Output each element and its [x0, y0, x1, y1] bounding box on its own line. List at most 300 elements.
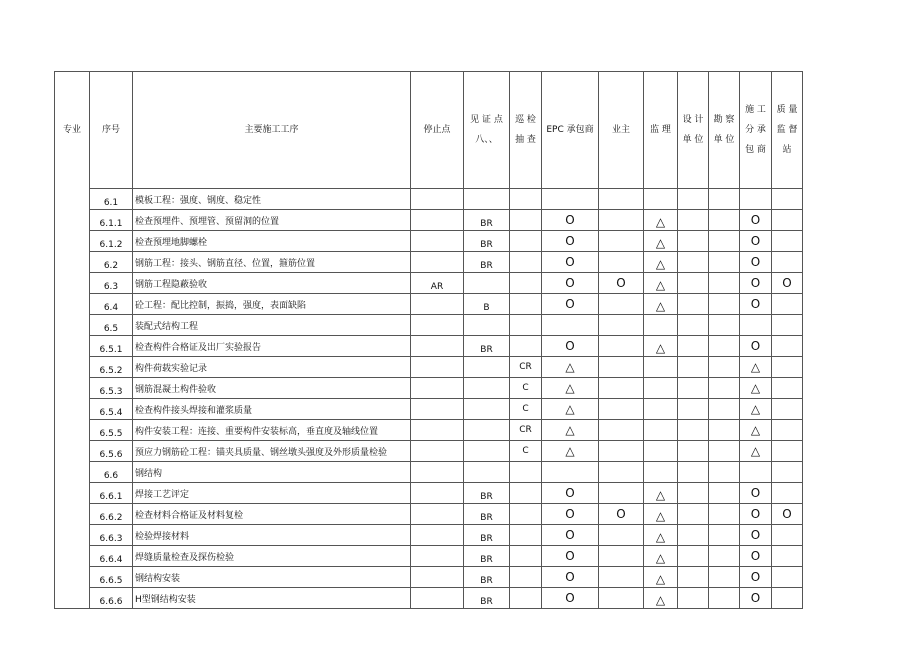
owner-cell: [599, 567, 644, 588]
witness-point-cell: [464, 315, 510, 336]
subcontractor-cell: [740, 588, 772, 609]
mark-symbol: △: [565, 443, 575, 458]
epc-cell: [542, 210, 599, 231]
epc-cell: [542, 231, 599, 252]
mark-symbol: △: [565, 380, 575, 395]
inspection-table: [54, 71, 803, 609]
mark-symbol: O: [750, 590, 761, 605]
witness-point-cell: [464, 378, 510, 399]
mark-symbol: O: [782, 506, 792, 521]
witness-point-cell: BR: [464, 231, 510, 252]
supervision-cell: [644, 210, 678, 231]
patrol-check-cell: C: [510, 378, 542, 399]
patrol-check-cell: [510, 273, 542, 294]
witness-point-cell: [464, 357, 510, 378]
seq-cell: 6.6.1: [90, 483, 133, 504]
header-owner: 业主: [599, 72, 644, 189]
design-cell: [678, 189, 709, 210]
epc-cell: [542, 567, 599, 588]
process-cell: 焊缝质量检查及探伤检验: [133, 546, 411, 567]
owner-cell: [599, 357, 644, 378]
seq-cell: 6.6.3: [90, 525, 133, 546]
mark-symbol: O: [565, 254, 575, 269]
witness-point-cell: BR: [464, 483, 510, 504]
patrol-check-cell: CR: [510, 357, 542, 378]
mark-symbol: O: [565, 548, 575, 563]
survey-cell: [709, 252, 740, 273]
supervision-cell: [644, 273, 678, 294]
seq-cell: 6.5.5: [90, 420, 133, 441]
mark-symbol: △: [565, 422, 575, 437]
supervision-cell: [644, 588, 678, 609]
table-row: [55, 231, 803, 252]
supervision-cell: [644, 504, 678, 525]
process-cell: 装配式结构工程: [133, 315, 411, 336]
epc-cell: [542, 189, 599, 210]
survey-cell: [709, 210, 740, 231]
stop-point-cell: [411, 231, 464, 252]
mark-symbol: O: [565, 338, 575, 353]
seq-cell: 6.4: [90, 294, 133, 315]
witness-point-cell: [464, 441, 510, 462]
patrol-check-cell: [510, 189, 542, 210]
mark-symbol: O: [565, 506, 575, 521]
seq-cell: 6.5.6: [90, 441, 133, 462]
quality-station-cell: [772, 441, 803, 462]
epc-cell: [542, 441, 599, 462]
mark-symbol: O: [565, 485, 575, 500]
table-row: [55, 504, 803, 525]
seq-cell: 6.1: [90, 189, 133, 210]
mark-symbol: O: [750, 212, 761, 227]
witness-point-cell: BR: [464, 588, 510, 609]
quality-station-cell: [772, 189, 803, 210]
survey-cell: [709, 441, 740, 462]
patrol-check-cell: [510, 462, 542, 483]
subcontractor-cell: [740, 252, 772, 273]
owner-cell: [599, 294, 644, 315]
mark-symbol: O: [565, 275, 575, 290]
subcontractor-cell: [740, 378, 772, 399]
supervision-cell: [644, 357, 678, 378]
witness-point-cell: [464, 462, 510, 483]
witness-point-cell: [464, 273, 510, 294]
survey-cell: [709, 588, 740, 609]
supervision-cell: [644, 378, 678, 399]
seq-cell: 6.6.6: [90, 588, 133, 609]
quality-station-cell: [772, 525, 803, 546]
mark-symbol: △: [655, 299, 666, 313]
owner-cell: [599, 588, 644, 609]
seq-cell: 6.6.4: [90, 546, 133, 567]
process-cell: 钢筋工程：接头、钢筋直径、位置，箍筋位置: [133, 252, 411, 273]
epc-cell: [542, 504, 599, 525]
table-row: [55, 252, 803, 273]
stop-point-cell: [411, 315, 464, 336]
seq-cell: 6.5.3: [90, 378, 133, 399]
design-cell: [678, 294, 709, 315]
supervision-cell: [644, 525, 678, 546]
header-subcontractor: 施 工 分 承 包 商: [740, 72, 772, 189]
quality-station-cell: [772, 294, 803, 315]
supervision-cell: [644, 252, 678, 273]
supervision-cell: [644, 420, 678, 441]
header-supervision: 监 理: [644, 72, 678, 189]
epc-cell: [542, 525, 599, 546]
stop-point-cell: [411, 189, 464, 210]
stop-point-cell: [411, 546, 464, 567]
mark-symbol: △: [655, 509, 666, 523]
design-cell: [678, 504, 709, 525]
table-row: [55, 210, 803, 231]
mark-symbol: O: [565, 590, 575, 605]
design-cell: [678, 588, 709, 609]
subcontractor-cell: [740, 546, 772, 567]
mark-symbol: O: [616, 275, 626, 290]
mark-symbol: △: [655, 530, 666, 544]
epc-cell: [542, 378, 599, 399]
epc-cell: [542, 357, 599, 378]
epc-cell: [542, 546, 599, 567]
seq-cell: 6.5: [90, 315, 133, 336]
table-row: [55, 441, 803, 462]
mark-symbol: O: [616, 506, 626, 521]
patrol-check-cell: [510, 315, 542, 336]
header-witness-point: 见 证 点 八、、: [464, 72, 510, 189]
mark-symbol: O: [750, 548, 761, 563]
supervision-cell: [644, 399, 678, 420]
header-row: [55, 72, 803, 189]
mark-symbol: △: [750, 380, 761, 395]
table-row: [55, 273, 803, 294]
quality-station-cell: [772, 273, 803, 294]
epc-cell: [542, 315, 599, 336]
header-design: 设 计 单 位: [678, 72, 709, 189]
table-row: [55, 462, 803, 483]
survey-cell: [709, 546, 740, 567]
seq-cell: 6.6: [90, 462, 133, 483]
stop-point-cell: [411, 294, 464, 315]
supervision-cell: [644, 546, 678, 567]
process-cell: 检查构件接头焊接和灌浆质量: [133, 399, 411, 420]
seq-cell: 6.5.4: [90, 399, 133, 420]
survey-cell: [709, 504, 740, 525]
owner-cell: [599, 378, 644, 399]
mark-symbol: O: [565, 527, 575, 542]
survey-cell: [709, 567, 740, 588]
subcontractor-cell: [740, 231, 772, 252]
owner-cell: [599, 273, 644, 294]
table-row: [55, 336, 803, 357]
design-cell: [678, 420, 709, 441]
design-cell: [678, 231, 709, 252]
epc-cell: [542, 336, 599, 357]
supervision-cell: [644, 315, 678, 336]
survey-cell: [709, 483, 740, 504]
patrol-check-cell: [510, 231, 542, 252]
table-body: [55, 189, 803, 609]
header-epc: EPC 承包商: [542, 72, 599, 189]
quality-station-cell: [772, 420, 803, 441]
subcontractor-cell: [740, 336, 772, 357]
quality-station-cell: [772, 378, 803, 399]
stop-point-cell: [411, 378, 464, 399]
stop-point-cell: [411, 567, 464, 588]
survey-cell: [709, 357, 740, 378]
table-row: [55, 399, 803, 420]
design-cell: [678, 210, 709, 231]
stop-point-cell: [411, 420, 464, 441]
mark-symbol: △: [655, 551, 666, 565]
process-cell: 构件荷载实验记录: [133, 357, 411, 378]
subcontractor-cell: [740, 357, 772, 378]
mark-symbol: O: [565, 569, 575, 584]
patrol-check-cell: [510, 336, 542, 357]
quality-station-cell: [772, 462, 803, 483]
mark-symbol: △: [750, 401, 761, 416]
owner-cell: [599, 231, 644, 252]
process-cell: 钢结构安装: [133, 567, 411, 588]
quality-station-cell: [772, 567, 803, 588]
header-quality-station: 质 量 监 督 站: [772, 72, 803, 189]
process-cell: 模板工程：强度、钢度、稳定性: [133, 189, 411, 210]
patrol-check-cell: C: [510, 399, 542, 420]
patrol-check-cell: [510, 483, 542, 504]
mark-symbol: △: [655, 257, 666, 271]
table-row: [55, 567, 803, 588]
process-cell: 检查预埋地脚螺栓: [133, 231, 411, 252]
owner-cell: [599, 462, 644, 483]
quality-station-cell: [772, 231, 803, 252]
table-row: [55, 378, 803, 399]
patrol-check-cell: [510, 525, 542, 546]
process-cell: 钢筋混凝土构件验收: [133, 378, 411, 399]
patrol-check-cell: [510, 546, 542, 567]
quality-station-cell: [772, 357, 803, 378]
epc-cell: [542, 273, 599, 294]
mark-symbol: △: [655, 593, 666, 607]
witness-point-cell: [464, 189, 510, 210]
witness-point-cell: B: [464, 294, 510, 315]
subcontractor-cell: [740, 420, 772, 441]
witness-point-cell: BR: [464, 210, 510, 231]
header-patrol-check: 巡 检 抽 查: [510, 72, 542, 189]
survey-cell: [709, 189, 740, 210]
stop-point-cell: [411, 588, 464, 609]
subcontractor-cell: [740, 504, 772, 525]
process-cell: 检查材料合格证及材料复检: [133, 504, 411, 525]
witness-point-cell: BR: [464, 525, 510, 546]
design-cell: [678, 252, 709, 273]
subcontractor-cell: [740, 441, 772, 462]
survey-cell: [709, 231, 740, 252]
owner-cell: [599, 420, 644, 441]
table-row: [55, 483, 803, 504]
table-row: [55, 420, 803, 441]
design-cell: [678, 567, 709, 588]
table-row: [55, 294, 803, 315]
design-cell: [678, 273, 709, 294]
quality-station-cell: [772, 483, 803, 504]
patrol-check-cell: C: [510, 441, 542, 462]
mark-symbol: O: [782, 275, 792, 290]
stop-point-cell: AR: [411, 273, 464, 294]
seq-cell: 6.1.2: [90, 231, 133, 252]
process-cell: 砼工程：配比控制，振捣，强度，表面缺陷: [133, 294, 411, 315]
design-cell: [678, 336, 709, 357]
design-cell: [678, 462, 709, 483]
mark-symbol: △: [565, 401, 575, 416]
patrol-check-cell: [510, 567, 542, 588]
quality-station-cell: [772, 588, 803, 609]
patrol-check-cell: [510, 252, 542, 273]
stop-point-cell: [411, 504, 464, 525]
seq-cell: 6.5.2: [90, 357, 133, 378]
seq-cell: 6.6.5: [90, 567, 133, 588]
supervision-cell: [644, 441, 678, 462]
mark-symbol: O: [750, 527, 761, 542]
subcontractor-cell: [740, 567, 772, 588]
witness-point-cell: BR: [464, 546, 510, 567]
survey-cell: [709, 273, 740, 294]
table-row: [55, 525, 803, 546]
witness-point-cell: [464, 399, 510, 420]
mark-symbol: △: [655, 236, 666, 250]
process-cell: 构件安装工程：连接、重要构件安装标高，垂直度及轴线位置: [133, 420, 411, 441]
owner-cell: [599, 210, 644, 231]
patrol-check-cell: CR: [510, 420, 542, 441]
mark-symbol: O: [565, 233, 575, 248]
stop-point-cell: [411, 252, 464, 273]
mark-symbol: △: [750, 422, 761, 437]
stop-point-cell: [411, 336, 464, 357]
process-cell: 预应力钢筋砼工程：锚夹具质量、钢丝墩头强度及外形质量检验: [133, 441, 411, 462]
quality-station-cell: [772, 336, 803, 357]
supervision-cell: [644, 567, 678, 588]
survey-cell: [709, 420, 740, 441]
epc-cell: [542, 294, 599, 315]
subcontractor-cell: [740, 315, 772, 336]
seq-cell: 6.3: [90, 273, 133, 294]
subcontractor-cell: [740, 273, 772, 294]
owner-cell: [599, 441, 644, 462]
stop-point-cell: [411, 441, 464, 462]
subcontractor-cell: [740, 525, 772, 546]
patrol-check-cell: [510, 504, 542, 525]
stop-point-cell: [411, 399, 464, 420]
epc-cell: [542, 588, 599, 609]
survey-cell: [709, 294, 740, 315]
owner-cell: [599, 399, 644, 420]
supervision-cell: [644, 336, 678, 357]
header-seq: 序号: [90, 72, 133, 189]
subcontractor-cell: [740, 399, 772, 420]
patrol-check-cell: [510, 588, 542, 609]
mark-symbol: O: [750, 338, 761, 353]
epc-cell: [542, 399, 599, 420]
table-row: [55, 546, 803, 567]
quality-station-cell: [772, 504, 803, 525]
quality-station-cell: [772, 315, 803, 336]
quality-station-cell: [772, 252, 803, 273]
subcontractor-cell: [740, 483, 772, 504]
stop-point-cell: [411, 483, 464, 504]
survey-cell: [709, 399, 740, 420]
table-row: [55, 357, 803, 378]
mark-symbol: △: [565, 359, 575, 374]
seq-cell: 6.5.1: [90, 336, 133, 357]
stop-point-cell: [411, 462, 464, 483]
owner-cell: [599, 525, 644, 546]
seq-cell: 6.2: [90, 252, 133, 273]
table-row: [55, 315, 803, 336]
header-survey: 勘 察 单 位: [709, 72, 740, 189]
stop-point-cell: [411, 357, 464, 378]
design-cell: [678, 399, 709, 420]
survey-cell: [709, 462, 740, 483]
design-cell: [678, 546, 709, 567]
mark-symbol: O: [750, 569, 761, 584]
witness-point-cell: BR: [464, 504, 510, 525]
epc-cell: [542, 483, 599, 504]
survey-cell: [709, 378, 740, 399]
witness-point-cell: BR: [464, 567, 510, 588]
survey-cell: [709, 336, 740, 357]
epc-cell: [542, 252, 599, 273]
mark-symbol: △: [750, 443, 761, 458]
mark-symbol: O: [750, 233, 761, 248]
witness-point-cell: [464, 420, 510, 441]
header-stop-point: 停止点: [411, 72, 464, 189]
supervision-cell: [644, 462, 678, 483]
mark-symbol: O: [565, 212, 575, 227]
quality-station-cell: [772, 399, 803, 420]
stop-point-cell: [411, 525, 464, 546]
process-cell: H型钢结构安装: [133, 588, 411, 609]
design-cell: [678, 441, 709, 462]
process-cell: 焊接工艺评定: [133, 483, 411, 504]
mark-symbol: O: [750, 485, 761, 500]
process-cell: 检查预埋件、预埋管、预留洞的位置: [133, 210, 411, 231]
witness-point-cell: BR: [464, 252, 510, 273]
owner-cell: [599, 483, 644, 504]
supervision-cell: [644, 231, 678, 252]
mark-symbol: O: [750, 254, 761, 269]
table-row: [55, 189, 803, 210]
mark-symbol: △: [750, 359, 761, 374]
survey-cell: [709, 315, 740, 336]
process-cell: 钢筋工程隐蔽验收: [133, 273, 411, 294]
owner-cell: [599, 336, 644, 357]
survey-cell: [709, 525, 740, 546]
seq-cell: 6.1.1: [90, 210, 133, 231]
owner-cell: [599, 189, 644, 210]
owner-cell: [599, 315, 644, 336]
header-specialty: 专业: [55, 72, 90, 189]
patrol-check-cell: [510, 210, 542, 231]
mark-symbol: △: [655, 278, 666, 292]
mark-symbol: △: [655, 215, 666, 229]
design-cell: [678, 378, 709, 399]
mark-symbol: △: [655, 572, 666, 586]
subcontractor-cell: [740, 462, 772, 483]
supervision-cell: [644, 294, 678, 315]
owner-cell: [599, 504, 644, 525]
header-process: 主要施工工序: [133, 72, 411, 189]
mark-symbol: O: [750, 506, 761, 521]
patrol-check-cell: [510, 294, 542, 315]
process-cell: 检验焊接材料: [133, 525, 411, 546]
